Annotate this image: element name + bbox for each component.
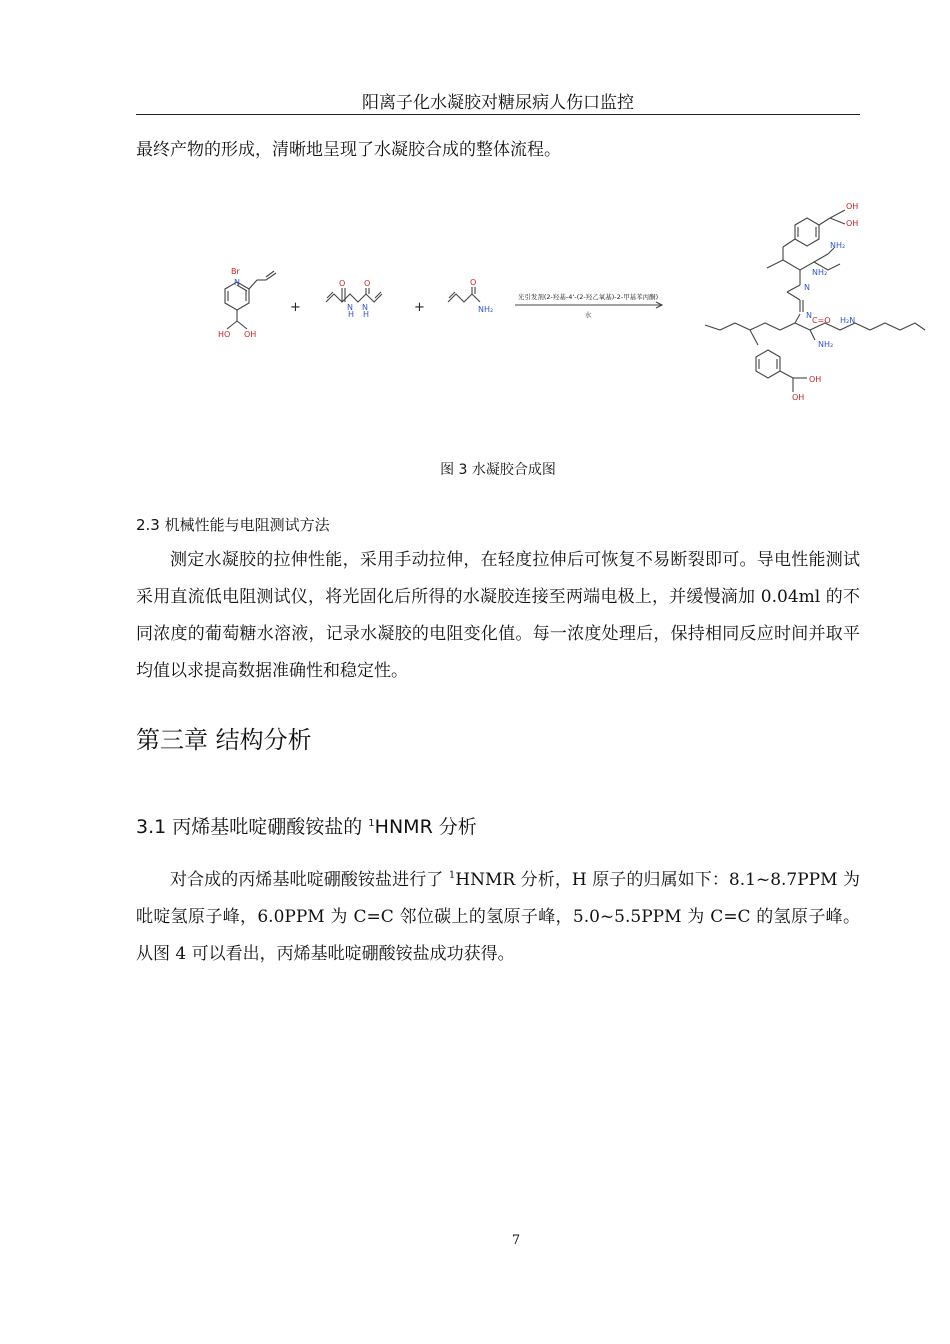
chapter-heading: 第三章 结构分析 — [136, 726, 312, 754]
svg-text:NH₂: NH₂ — [812, 268, 828, 277]
svg-text:OH: OH — [846, 219, 859, 228]
section-heading-2-3: 2.3 机械性能与电阻测试方法 — [136, 516, 330, 534]
svg-text:H: H — [348, 310, 355, 319]
svg-text:N: N — [234, 278, 240, 287]
svg-text:O: O — [470, 278, 477, 287]
svg-text:Br: Br — [231, 267, 240, 276]
svg-text:OH: OH — [809, 375, 822, 384]
svg-text:N: N — [806, 311, 812, 320]
svg-text:OH: OH — [792, 393, 805, 402]
arrow-condition-bottom: 水 — [584, 311, 592, 319]
svg-text:H: H — [363, 310, 370, 319]
svg-text:H₂N: H₂N — [840, 316, 856, 325]
intro-continuation-paragraph: 最终产物的形成，清晰地呈现了水凝胶合成的整体流程。 — [136, 140, 561, 160]
svg-text:O: O — [364, 279, 371, 288]
figure-caption: 图 3 水凝胶合成图 — [440, 462, 556, 478]
page-number: 7 — [511, 1233, 521, 1248]
svg-text:NH₂: NH₂ — [478, 305, 494, 314]
svg-text:C=O: C=O — [812, 316, 831, 325]
svg-text:OH: OH — [244, 330, 257, 339]
svg-text:N: N — [347, 303, 353, 312]
svg-text:N: N — [362, 303, 368, 312]
svg-text:NH₂: NH₂ — [818, 340, 834, 349]
svg-text:HO: HO — [218, 330, 231, 339]
method-paragraph: 测定水凝胶的拉伸性能，采用手动拉伸，在轻度拉伸后可恢复不易断裂即可。导电性能测试采用直流低电阻测试仪，将光固化后所得的水凝胶连接至两端电极上，并缓慢滴加 0.04ml 的不同浓度的葡萄糖水溶液，记录水凝胶的电阻变化值。每一浓度处理后，保持相同反应时间并取平均值以求提高数据准确性和稳定性。 — [136, 550, 860, 681]
plus-sign: + — [414, 300, 425, 315]
arrow-condition-top: 光引发剂(2-羟基-4‘-(2-羟乙氧基)-2-甲基苯丙酮) — [517, 293, 659, 301]
nmr-paragraph: 对合成的丙烯基吡啶硼酸铵盐进行了 $^1$HNMR 分析，H 原子的归属如下：8.1~8.7PPM 为吡啶氢原子峰，6.0PPM 为 C=C 邻位碳上的氢原子峰，5.0~5.5PPM 为 C=C 的氢原子峰。从图 4 可以看出，丙烯基吡啶硼酸铵盐成功获得。 — [136, 870, 860, 964]
svg-text:O: O — [339, 279, 346, 288]
page-header: 阳离子化水凝胶对糖尿病人伤口监控 — [362, 93, 634, 113]
section-heading-3-1: 3.1 丙烯基吡啶硼酸铵盐的 $^1$HNMR 分析 — [136, 816, 477, 838]
plus-sign: + — [290, 300, 301, 315]
svg-text:N: N — [804, 283, 810, 292]
header-rule — [136, 114, 860, 115]
svg-text:NH₂: NH₂ — [830, 241, 846, 250]
hydrogel-synthesis-figure — [200, 190, 930, 415]
svg-text:OH: OH — [846, 202, 859, 211]
